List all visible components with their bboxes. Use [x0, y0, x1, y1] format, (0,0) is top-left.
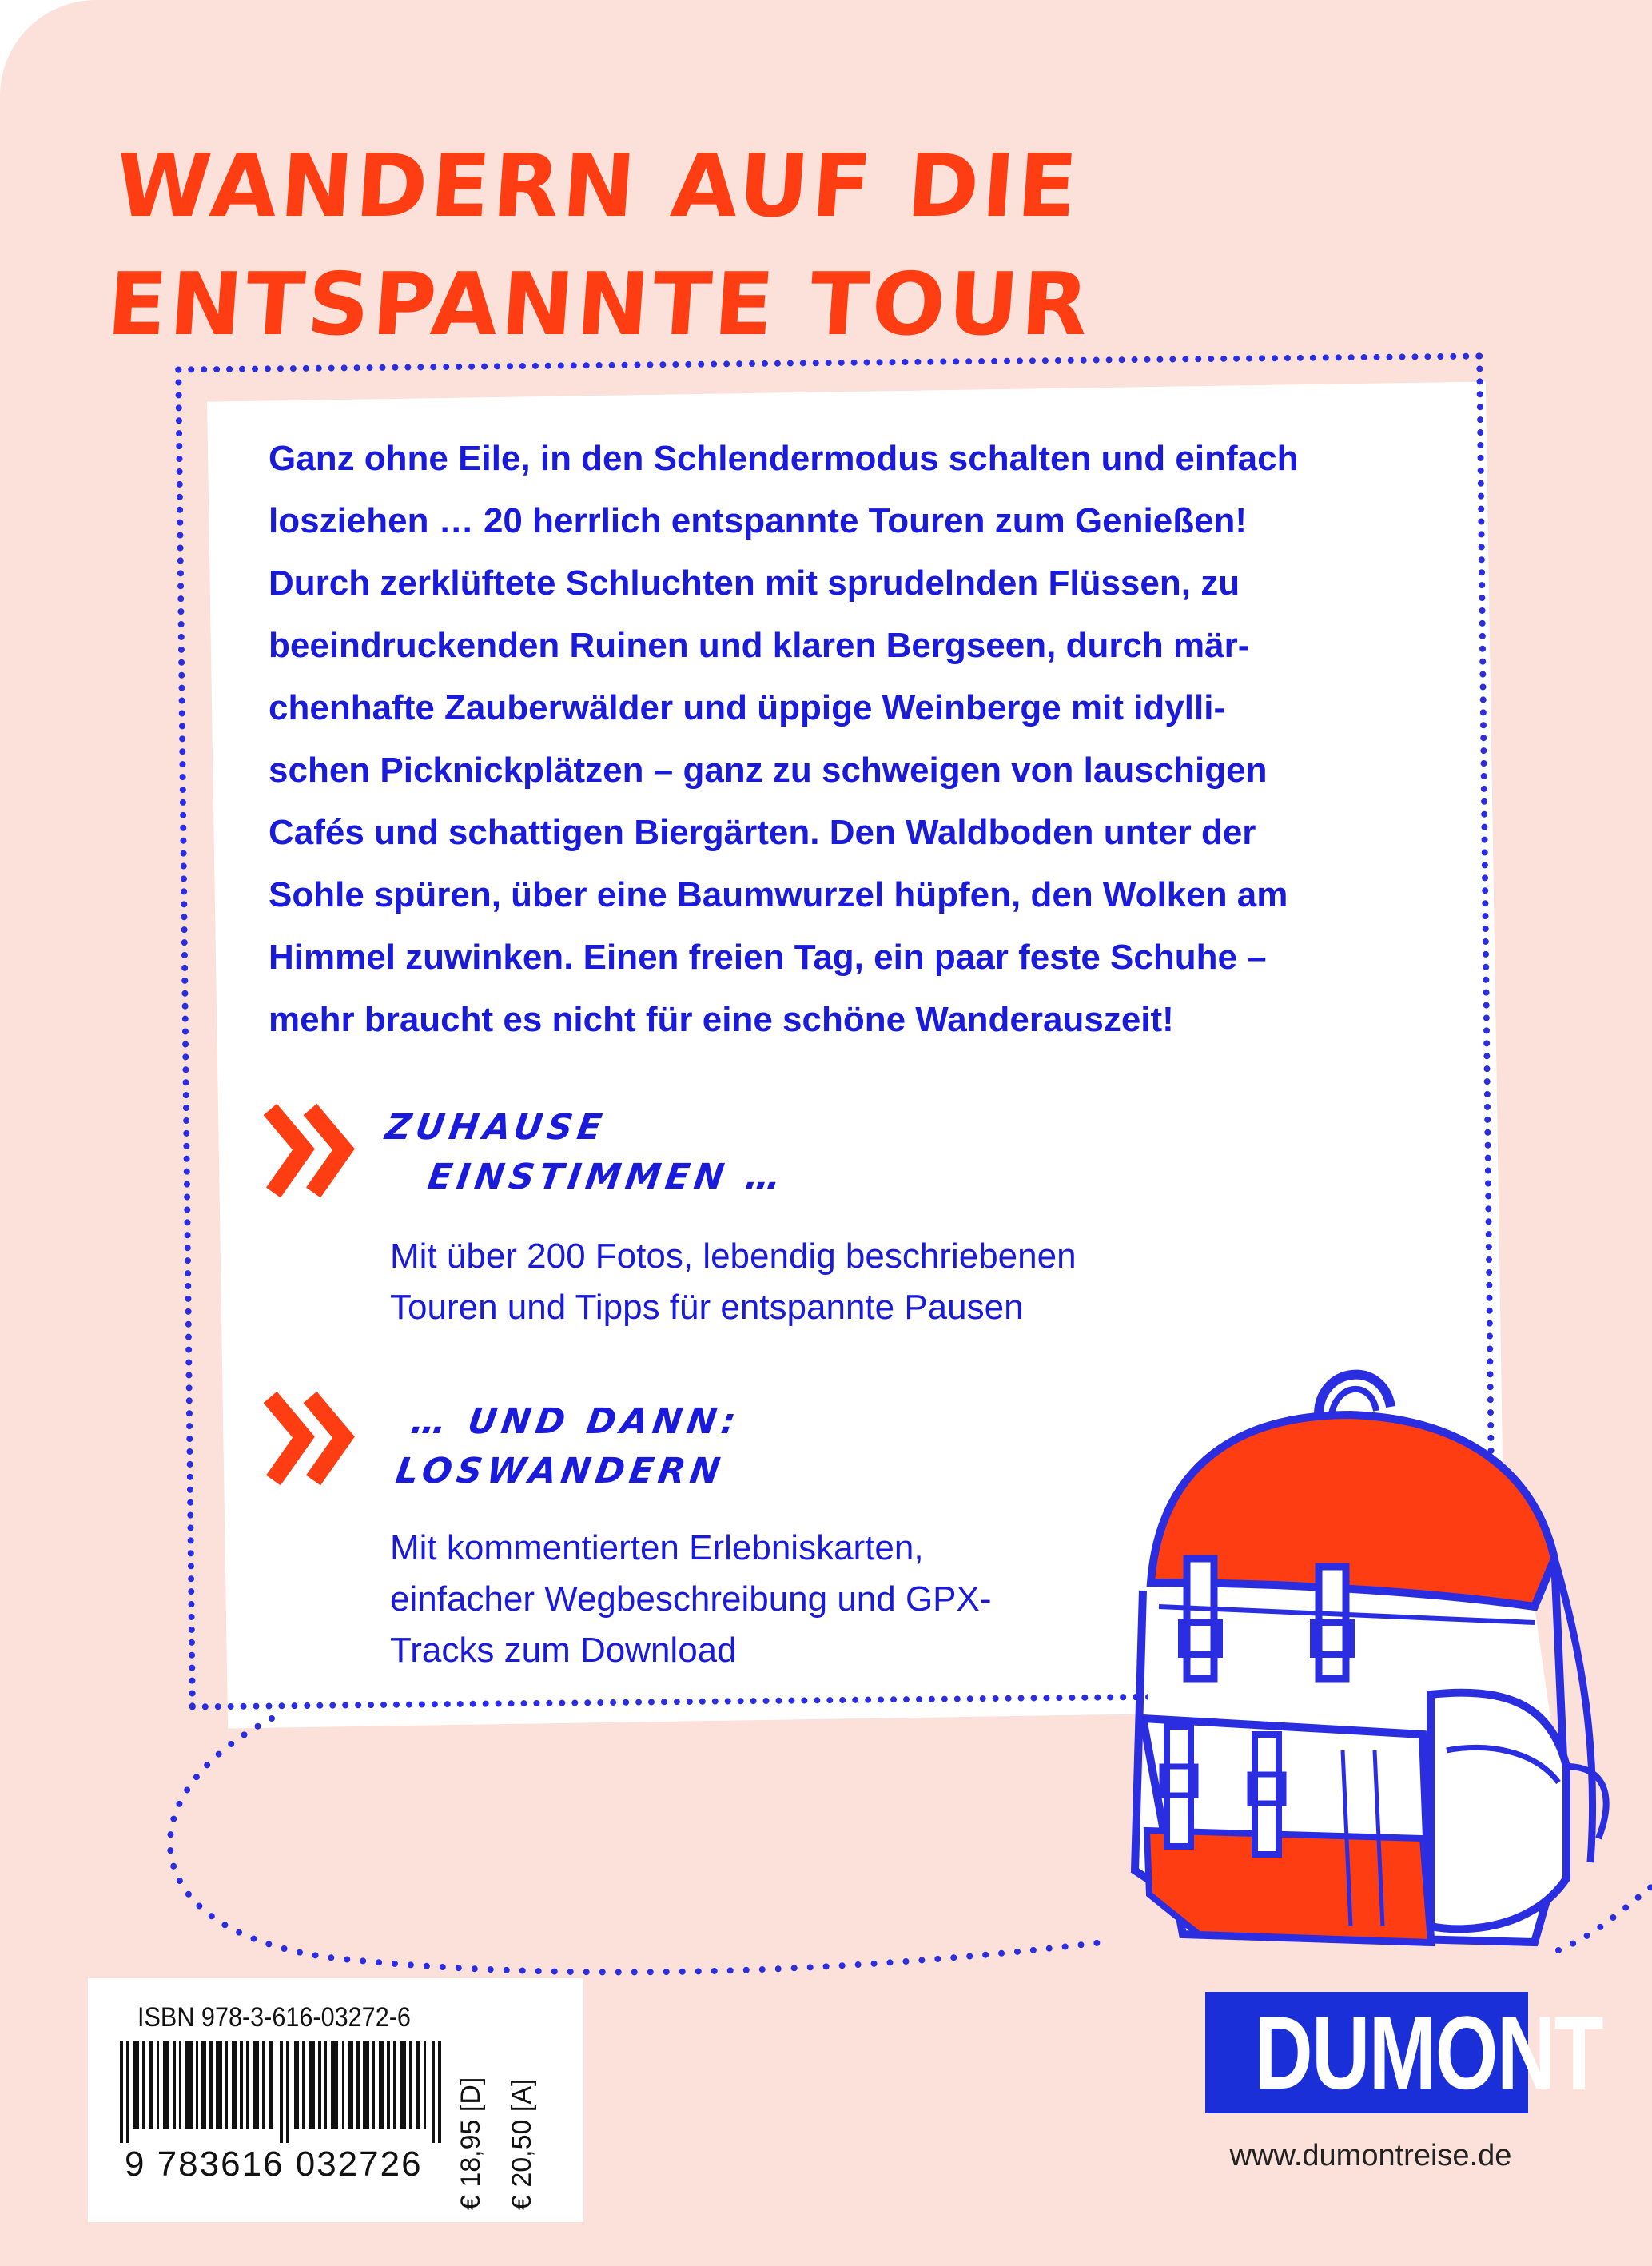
intro-line: losziehen … 20 herrlich entspannte Touren zum Genießen! — [269, 501, 1248, 540]
section-2-label: … UND DANN: LOSWANDERN — [393, 1401, 743, 1491]
headline-line-2: ENTSPANNTE TOUR — [104, 255, 1095, 355]
intro-line: Ganz ohne Eile, in den Schlendermodus schalten und einfach — [269, 439, 1299, 478]
double-chevron-right-icon — [262, 1391, 358, 1487]
intro-line: Himmel zuwinken. Einen freien Tag, ein paar feste Schuhe – — [269, 938, 1267, 977]
intro-text — [269, 428, 1435, 1051]
intro-line: Durch zerklüftete Schluchten mit sprudelnden Flüssen, zu — [269, 564, 1240, 603]
intro-line: Sohle spüren, über eine Baumwurzel hüpfen, den Wolken am — [269, 875, 1288, 914]
price-de: € 18,95 [D] — [456, 2077, 486, 2210]
price-at: € 20,50 [A] — [507, 2078, 537, 2210]
intro-line: mehr braucht es nicht für eine schöne Wanderauszeit! — [269, 1000, 1174, 1039]
intro-line: beeindruckenden Ruinen und klaren Bergseen, durch mär- — [269, 626, 1250, 665]
publisher-url[interactable]: www.dumontreise.de — [1229, 2139, 1512, 2172]
barcode-area — [88, 1978, 583, 2222]
section-1-label: ZUHAUSE EINSTIMMEN … — [382, 1107, 789, 1197]
section-2-text: Mit kommentierten Erlebniskarten, einfacher Wegbeschreibung und GPX- Tracks zum Download — [390, 1528, 992, 1670]
intro-line: Cafés und schattigen Biergärten. Den Waldboden unter der — [269, 813, 1256, 852]
isbn-digits: 9 783616 032726 — [125, 2145, 423, 2184]
section-1-text: Mit über 200 Fotos, lebendig beschriebenen Touren und Tipps für entspannte Pausen — [390, 1237, 1077, 1327]
barcode-icon — [120, 2041, 480, 2143]
backpack-icon — [1087, 1319, 1614, 2038]
intro-line: schen Picknickplätzen – ganz zu schweigen von lauschigen — [269, 751, 1268, 790]
intro-line: chenhafte Zauberwälder und üppige Weinberge mit idylli- — [269, 688, 1226, 727]
double-chevron-right-icon — [262, 1103, 358, 1199]
isbn-label: ISBN 978-3-616-03272-6 — [137, 2002, 411, 2033]
headline-line-1: WANDERN AUF DIE — [112, 137, 1084, 237]
publisher-logo: DUMONT — [1205, 1992, 1528, 2113]
